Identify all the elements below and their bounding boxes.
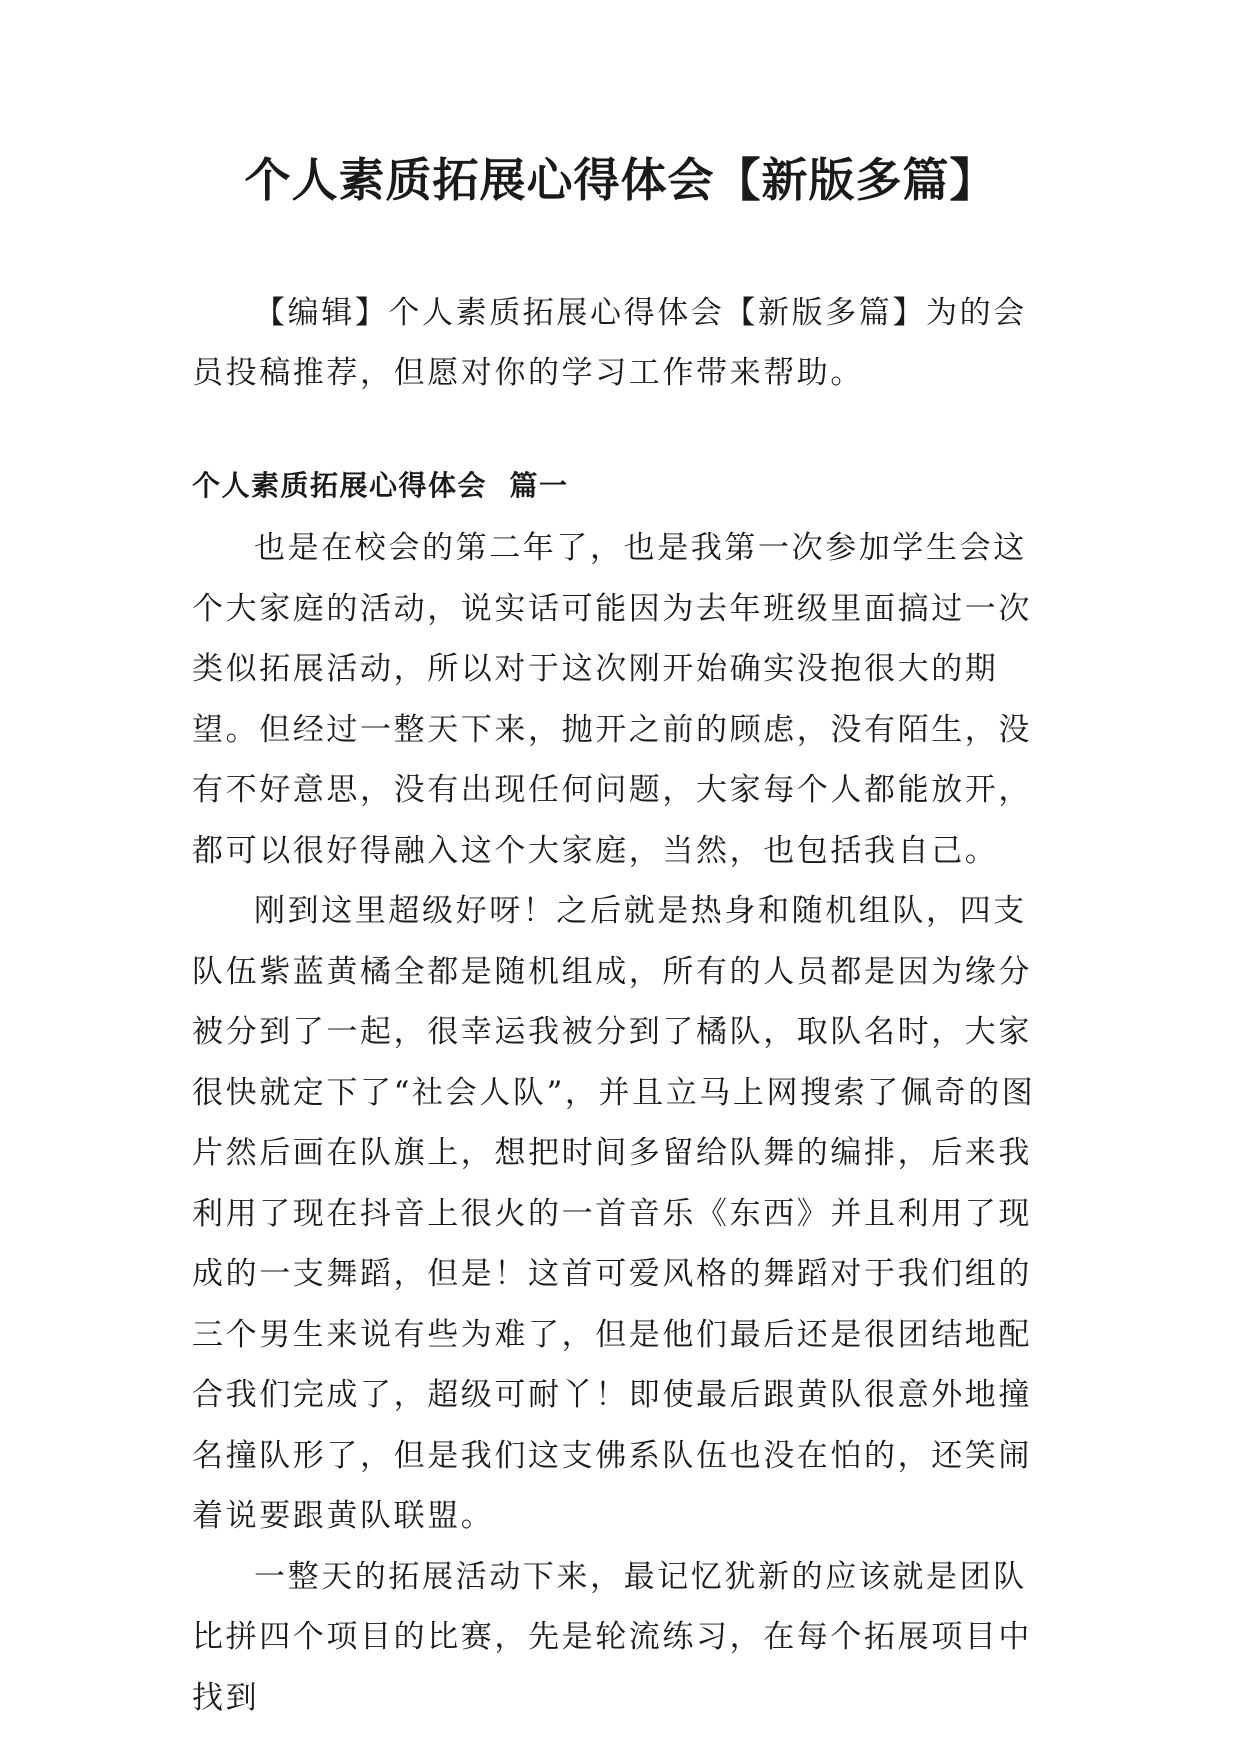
section-heading: 个人素质拓展心得体会 篇一: [192, 469, 569, 502]
document-title: 个人素质拓展心得体会【新版多篇】: [244, 153, 997, 207]
article-paragraph: 刚到这里超级好呀！之后就是热身和随机组队，四支队伍紫蓝黄橘全都是随机组成，所有的人员都是因为缘分被分到了一起，很幸运我被分到了橘队，取队名时，大家很快就定下了“社会人队”，并且立马上网搜索了佩奇的图片然后画在队旗上，想把时间多留给队舞的编排，后来我利用了现在抖音上很火的一首音乐《东西》并且利用了现成的一支舞蹈，但是！这首可爱风格的舞蹈对于我们组的三个男生来说有些为难了，但是他们最后还是很团结地配合我们完成了，超级可耐丫！即使最后跟黄队很意外地撞名撞队形了，但是我们这支佛系队伍也没在怕的，还笑闹着说要跟黄队联盟。: [192, 893, 1036, 1534]
article-paragraph: 也是在校会的第二年了，也是我第一次参加学生会这个大家庭的活动，说实话可能因为去年班级里面搞过一次类似拓展活动，所以对于这次刚开始确实没抱很大的期望。但经过一整天下来，抛开之前的顾虑，没有陌生，没有不好意思，没有出现任何问题，大家每个人都能放开，都可以很好得融入这个大家庭，当然，也包括我自己。: [192, 530, 1032, 869]
article-body: [192, 518, 1052, 1728]
article-paragraph: 一整天的拓展活动下来，最记忆犹新的应该就是团队比拼四个项目的比赛，先是轮流练习，在每个拓展项目中找到: [192, 1558, 1032, 1716]
intro-paragraph: 【编辑】个人素质拓展心得体会【新版多篇】为的会员投稿推荐，但愿对你的学习工作带来帮助。: [192, 295, 1027, 391]
